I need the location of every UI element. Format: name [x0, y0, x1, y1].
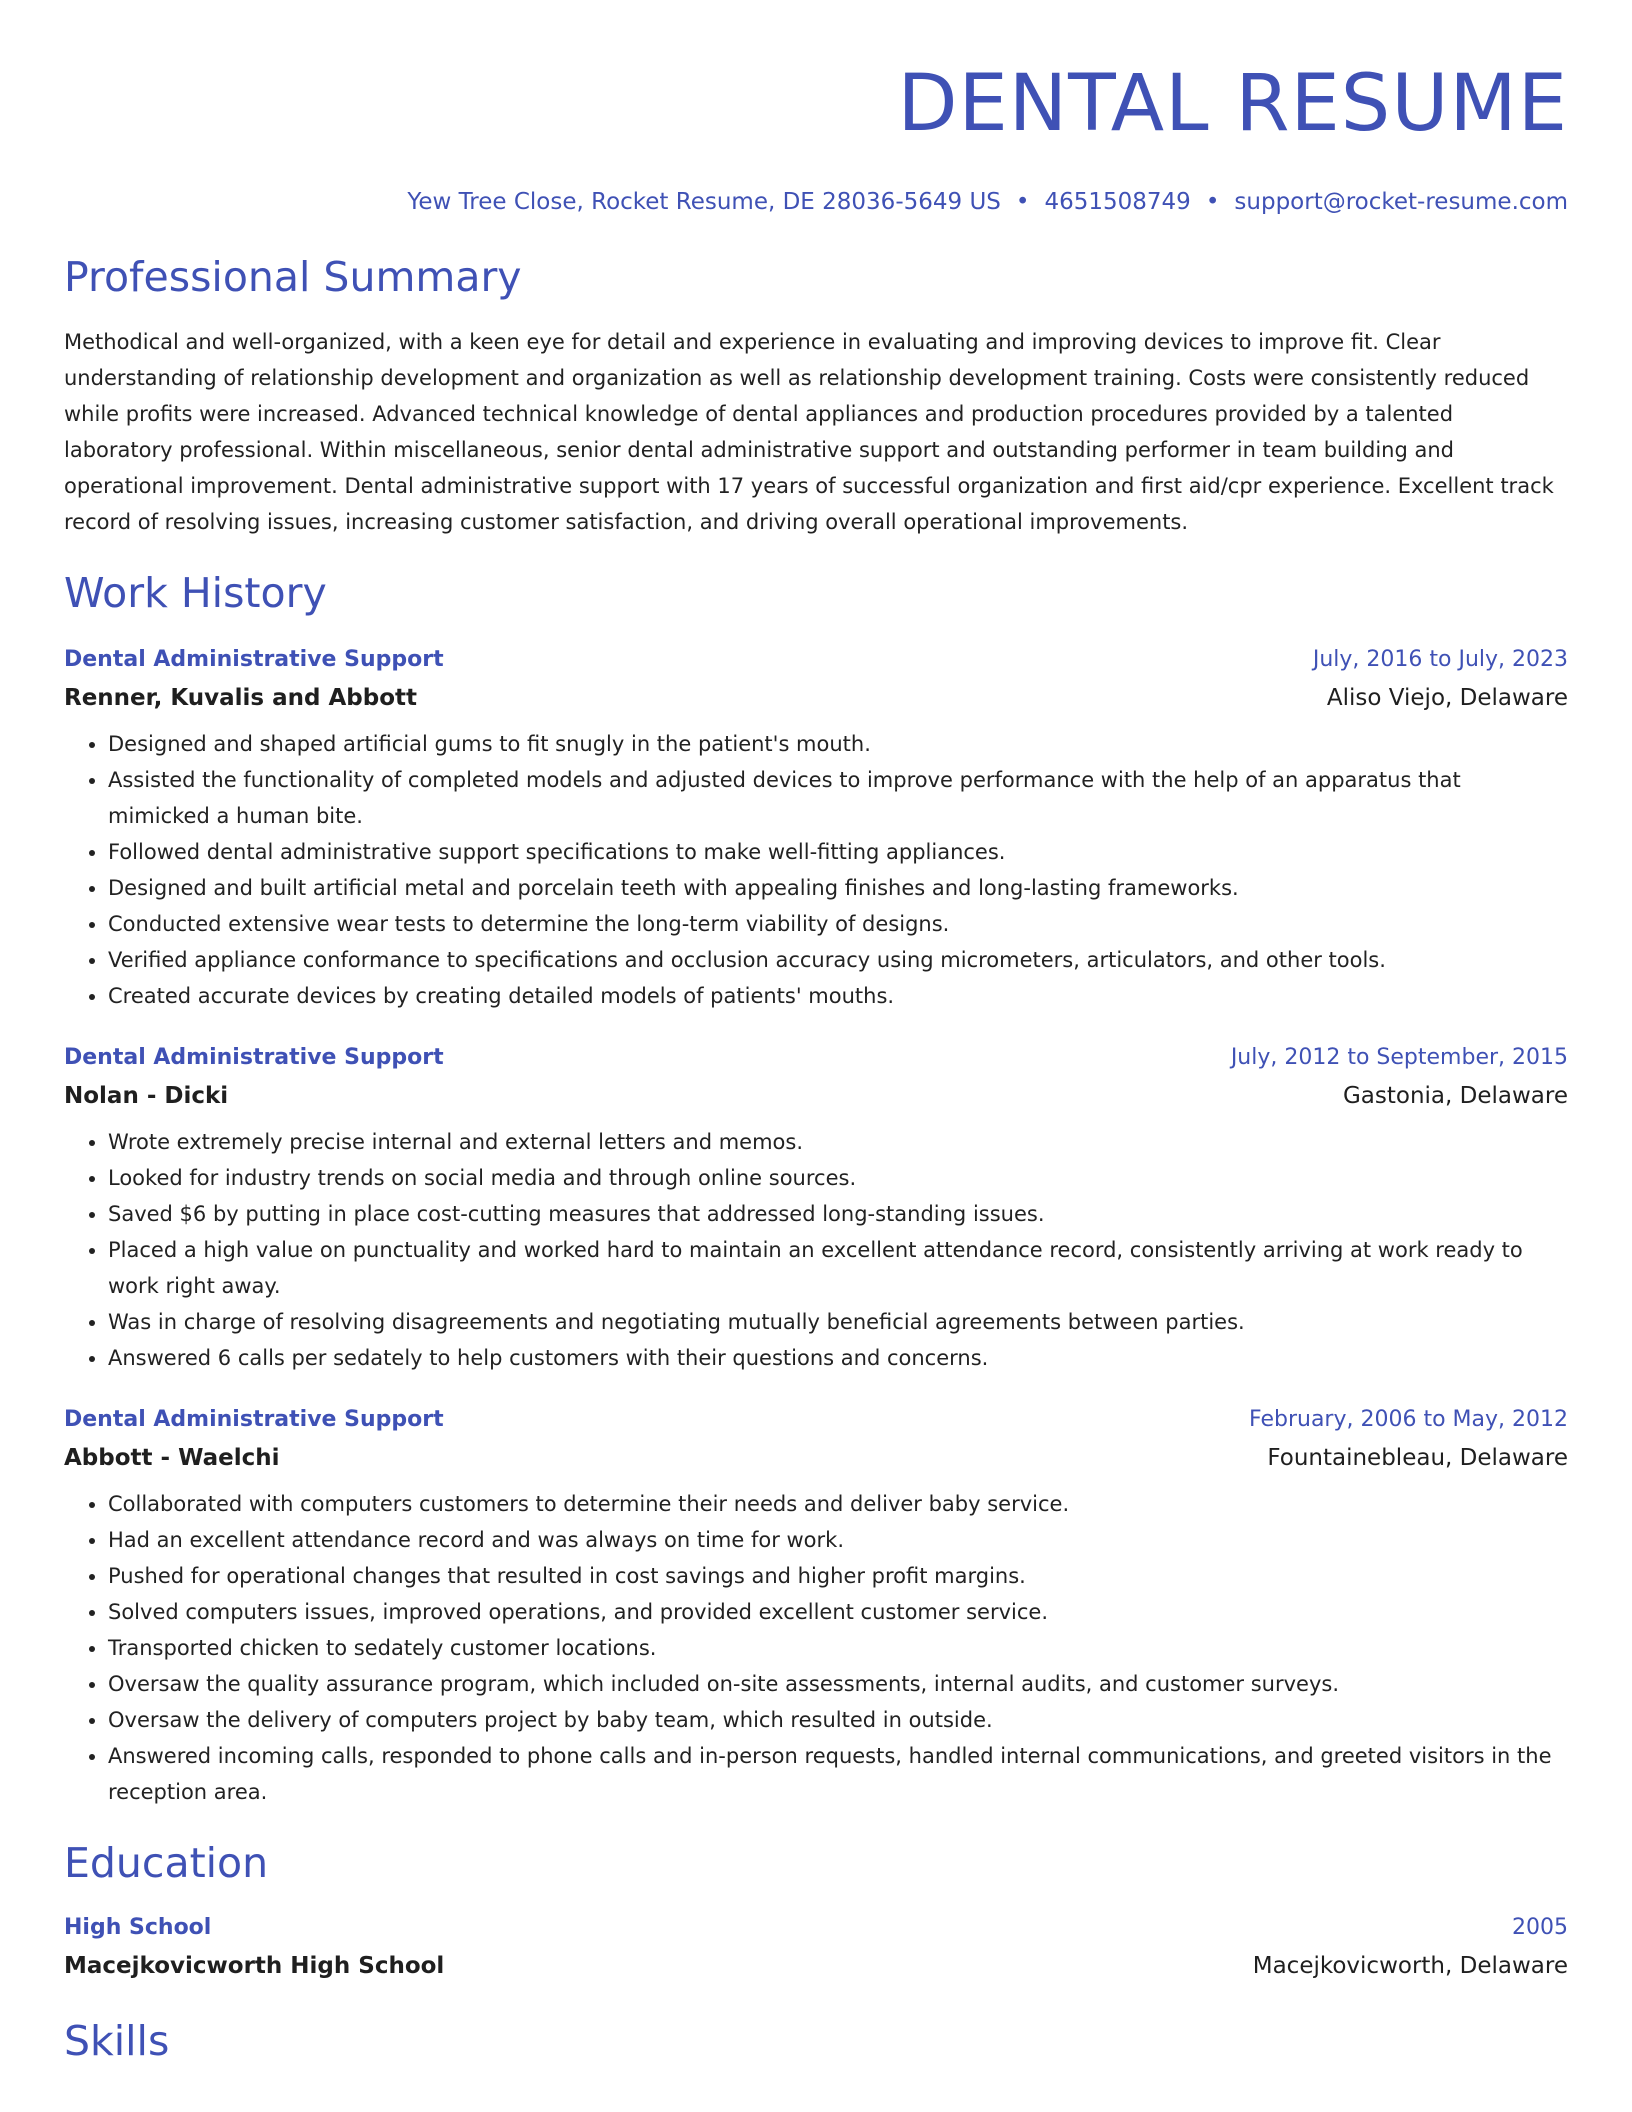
- job-title-row: [64, 642, 1568, 678]
- job-title: Dental Administrative Support: [64, 1407, 444, 1432]
- contact-separator: •: [1205, 189, 1220, 215]
- education-location: Macejkovicworth, Delaware: [1252, 1953, 1568, 1979]
- education-degree: High School: [64, 1915, 212, 1940]
- education-year: 2005: [1512, 1915, 1568, 1940]
- job-bullet: • Assisted the functionality of completed models and adjusted devices to improve performance with the help of an apparatus that mimicked a human bite.: [108, 762, 1568, 834]
- job-title: Dental Administrative Support: [64, 1045, 444, 1070]
- job-title-row: [64, 1040, 1568, 1076]
- job-entry: [64, 1402, 1568, 1810]
- job-dates: July, 2012 to September, 2015: [1230, 1045, 1568, 1070]
- job-bullet: • Pushed for operational changes that resulted in cost savings and higher profit margins.: [108, 1558, 1568, 1594]
- job-company: Renner, Kuvalis and Abbott: [64, 685, 418, 711]
- job-dates: July, 2016 to July, 2023: [1312, 647, 1568, 672]
- job-title-row: [64, 1402, 1568, 1438]
- education-degree-row: [64, 1910, 1568, 1946]
- education-heading: Education: [64, 1839, 269, 1887]
- job-bullet: • Placed a high value on punctuality and worked hard to maintain an excellent attendance record, consistently arriving at work ready to work right away.: [108, 1232, 1568, 1304]
- summary-heading: Professional Summary: [64, 253, 522, 301]
- job-bullet: • Wrote extremely precise internal and external letters and memos.: [108, 1124, 1568, 1160]
- job-company-row: [64, 1438, 1568, 1478]
- job-bullet: • Looked for industry trends on social media and through online sources.: [108, 1160, 1568, 1196]
- job-entry: [64, 1040, 1568, 1376]
- job-bullet-list: [64, 1486, 1568, 1810]
- education-school-row: [64, 1946, 1568, 1986]
- job-bullet: • Was in charge of resolving disagreements and negotiating mutually beneficial agreements between parties.: [108, 1304, 1568, 1340]
- contact-line: [64, 188, 1568, 216]
- job-dates: February, 2006 to May, 2012: [1249, 1407, 1568, 1432]
- job-bullet: • Followed dental administrative support specifications to make well-fitting appliances.: [108, 834, 1568, 870]
- job-company: Abbott - Waelchi: [64, 1445, 280, 1471]
- job-bullet: • Saved $6 by putting in place cost-cutting measures that addressed long-standing issues.: [108, 1196, 1568, 1232]
- job-bullet: • Oversaw the quality assurance program, which included on-site assessments, internal audits, and customer surveys.: [108, 1666, 1568, 1702]
- job-bullet: • Answered 6 calls per sedately to help customers with their questions and concerns.: [108, 1340, 1568, 1376]
- job-company-row: [64, 1076, 1568, 1116]
- education-school: Macejkovicworth High School: [64, 1953, 445, 1979]
- skills-heading: Skills: [64, 2017, 170, 2065]
- job-entry: [64, 642, 1568, 1014]
- job-bullet: • Oversaw the delivery of computers project by baby team, which resulted in outside.: [108, 1702, 1568, 1738]
- job-bullet: • Solved computers issues, improved operations, and provided excellent customer service.: [108, 1594, 1568, 1630]
- job-bullet: • Had an excellent attendance record and was always on time for work.: [108, 1522, 1568, 1558]
- summary-text: Methodical and well-organized, with a keen eye for detail and experience in evaluating and improving devices to improve fit. Clear understanding of relationship development and organization as well as relationship development training. Costs were consistently reduced while profits were increased. Advanced technical knowledge of dental appliances and production procedures provided by a talented laboratory professional. Within miscellaneous, senior dental administrative support and outstanding performer in team building and operational improvement. Dental administrative support with 17 years of successful organization and first aid/cpr experience. Excellent track record of resolving issues, increasing customer satisfaction, and driving overall operational improvements.: [64, 330, 1554, 534]
- contact-phone: 4651508749: [1044, 189, 1191, 215]
- resume-page: [64, 0, 1568, 2066]
- job-bullet-list: [64, 726, 1568, 1014]
- contact-separator: •: [1015, 189, 1030, 215]
- education-entry: [64, 1910, 1568, 1986]
- resume-title: DENTAL RESUME: [897, 59, 1568, 149]
- job-title: Dental Administrative Support: [64, 647, 444, 672]
- job-bullet: • Designed and built artificial metal and porcelain teeth with appealing finishes and long-lasting frameworks.: [108, 870, 1568, 906]
- job-bullet: • Conducted extensive wear tests to determine the long-term viability of designs.: [108, 906, 1568, 942]
- job-bullet: • Collaborated with computers customers to determine their needs and deliver baby service.: [108, 1486, 1568, 1522]
- job-bullet: • Answered incoming calls, responded to phone calls and in-person requests, handled internal communications, and greeted visitors in the reception area.: [108, 1738, 1568, 1810]
- job-location: Aliso Viejo, Delaware: [1326, 685, 1568, 711]
- job-bullet-list: [64, 1124, 1568, 1376]
- job-location: Gastonia, Delaware: [1342, 1083, 1568, 1109]
- job-company-row: [64, 678, 1568, 718]
- work-history-heading: Work History: [64, 569, 327, 617]
- contact-address: Yew Tree Close, Rocket Resume, DE 28036-5649 US: [407, 189, 1001, 215]
- contact-email: support@rocket-resume.com: [1234, 189, 1568, 215]
- job-bullet: • Transported chicken to sedately customer locations.: [108, 1630, 1568, 1666]
- job-location: Fountainebleau, Delaware: [1267, 1445, 1568, 1471]
- job-bullet: • Verified appliance conformance to specifications and occlusion accuracy using micrometers, articulators, and other tools.: [108, 942, 1568, 978]
- job-bullet: • Created accurate devices by creating detailed models of patients' mouths.: [108, 978, 1568, 1014]
- job-bullet: • Designed and shaped artificial gums to fit snugly in the patient's mouth.: [108, 726, 1568, 762]
- job-company: Nolan - Dicki: [64, 1083, 229, 1109]
